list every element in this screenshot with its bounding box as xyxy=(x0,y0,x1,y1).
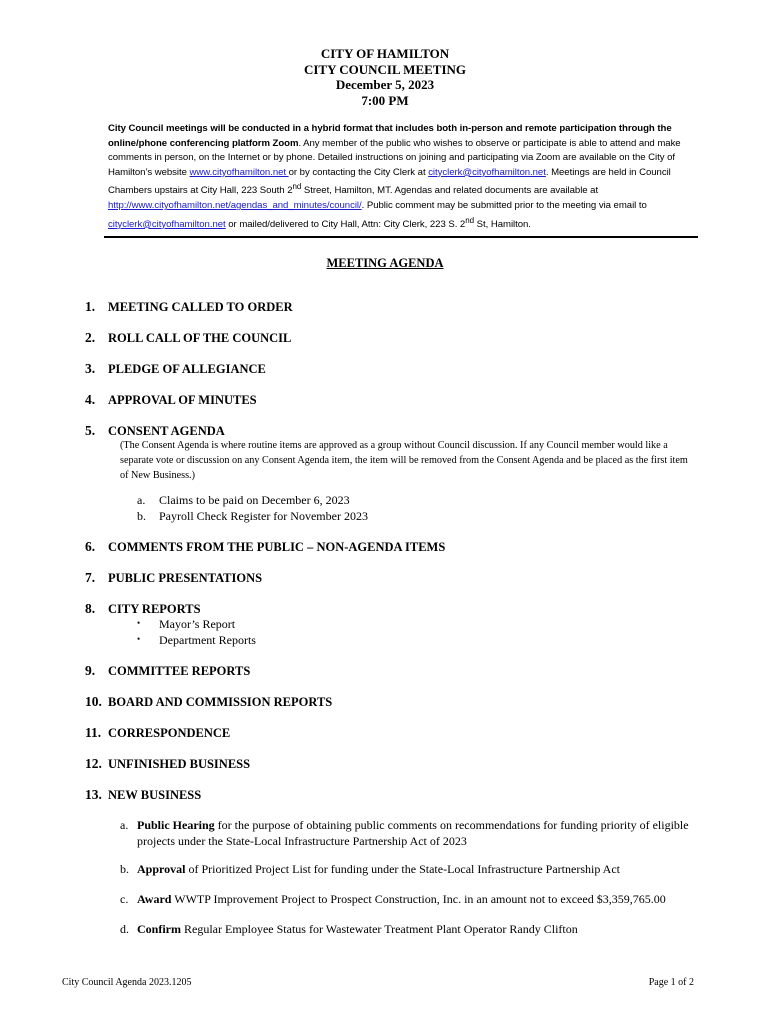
agenda-item: 11. CORRESPONDENCE xyxy=(85,725,231,740)
consent-agenda-note: (The Consent Agenda is where routine items are approved as a group without Council discussion. If any Council member would like a separate vote or discussion on any Consent Agenda item, the item will be removed from the Consent Agenda and be placed as the first item of New Business.) xyxy=(120,440,688,481)
intro-text: or by contacting the City Clerk at xyxy=(288,166,429,178)
intro-bold-text: City Council meetings will be conducted in a hybrid format that includes both in-person and remote participation through the online/phone conferencing platform Zoom xyxy=(108,123,672,149)
new-business-item: b. Approval of Prioritized Project List for funding under the State-Local Infrastructure Partnership Act xyxy=(120,862,621,876)
agenda-item: 10. BOARD AND COMMISSION REPORTS xyxy=(85,694,333,709)
agenda-item: 1. MEETING CALLED TO ORDER xyxy=(85,299,293,314)
superscript: nd xyxy=(465,215,475,225)
meeting-time: 7:00 PM xyxy=(361,92,409,108)
agenda-item: 7. PUBLIC PRESENTATIONS xyxy=(85,570,263,585)
consent-item: a. Claims to be paid on December 6, 2023 xyxy=(137,493,350,507)
agenda-item: 2. ROLL CALL OF THE COUNCIL xyxy=(85,330,292,345)
new-business-item: d. Confirm Regular Employee Status for Wastewater Treatment Plant Operator Randy Clifton xyxy=(120,922,578,936)
footer-page-number: Page 1 of 2 xyxy=(648,977,694,988)
agendas-link[interactable]: http://www.cityofhamilton.net/agendas_and_minutes/council/ xyxy=(108,200,362,212)
new-business-item: c. Award WWTP Improvement Project to Prospect Construction, Inc. in an amount not to exceed $3,359,765.00 xyxy=(120,892,666,906)
agenda-item: 9. COMMITTEE REPORTS xyxy=(85,663,251,678)
email-link[interactable]: cityclerk@cityofhamilton.net xyxy=(108,218,226,230)
consent-item: b. Payroll Check Register for November 2023 xyxy=(137,509,368,523)
email-link[interactable]: cityclerk@cityofhamilton.net xyxy=(428,166,546,178)
document-header xyxy=(0,46,770,108)
intro-text: . Public comment may be submitted prior to the meeting via email to xyxy=(361,200,647,212)
city-name: CITY OF HAMILTON xyxy=(320,46,450,61)
report-bullet-item: • Department Reports xyxy=(137,633,256,647)
intro-text: . Meetings are held in Council Chambers upstairs at City Hall, 223 South 2 xyxy=(108,166,671,197)
agenda-item: 4. APPROVAL OF MINUTES xyxy=(85,392,257,407)
intro-paragraph xyxy=(108,122,698,233)
bullet-icon: • xyxy=(137,634,141,644)
website-link[interactable]: www.cityofhamilton.net xyxy=(189,166,289,178)
divider-rule xyxy=(104,236,698,238)
intro-text: . Any member of the public who wishes to observe or participate is able to attend and make comments in person, on the Internet or by phone. Detailed instructions on joining and participating via Zoom are available on the City of Hamilton’s website xyxy=(108,137,681,178)
intro-text: St, Hamilton. xyxy=(474,218,531,230)
intro-text: or mailed/delivered to City Hall, Attn: City Clerk, 223 S. 2 xyxy=(225,218,466,230)
agenda-item: 8. CITY REPORTS xyxy=(85,601,201,616)
agenda-item: 13. NEW BUSINESS xyxy=(85,787,202,802)
new-business-item: a. Public Hearing for the purpose of obtaining public comments on recommendations for funding priority of eligible projects under the State-Local Infrastructure Partnership Act of 2023 xyxy=(120,818,689,848)
meeting-date: December 5, 2023 xyxy=(335,77,435,92)
agenda-item: 12. UNFINISHED BUSINESS xyxy=(85,756,251,771)
report-bullet-item: • Mayor’s Report xyxy=(137,617,236,631)
meeting-name: CITY COUNCIL MEETING xyxy=(303,61,467,77)
agenda-item: 6. COMMENTS FROM THE PUBLIC – NON-AGENDA ITEMS xyxy=(85,539,446,554)
superscript: nd xyxy=(292,182,302,192)
agenda-item: 3. PLEDGE OF ALLEGIANCE xyxy=(85,361,266,376)
footer-doc-id: City Council Agenda 2023.1205 xyxy=(62,977,192,988)
agenda-item: 5. CONSENT AGENDA xyxy=(85,423,225,438)
intro-text: Street, Hamilton, MT. Agendas and related documents are available at xyxy=(301,185,599,197)
bullet-icon: • xyxy=(137,618,141,628)
agenda-title: MEETING AGENDA xyxy=(326,256,444,270)
